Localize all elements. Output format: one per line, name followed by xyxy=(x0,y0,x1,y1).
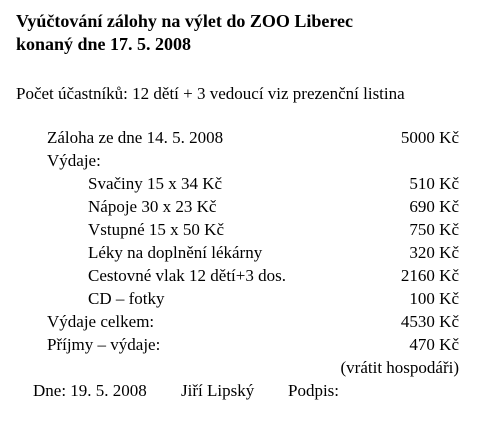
document-title: Vyúčtování zálohy na výlet do ZOO Liberec xyxy=(16,11,354,31)
footer-signature-label: Podpis: xyxy=(288,381,340,400)
row-label: Vstupné 15 x 50 Kč xyxy=(88,220,224,239)
row-expenses-total xyxy=(0,311,485,333)
row-label: Výdaje celkem: xyxy=(47,312,155,331)
row-label: CD – fotky xyxy=(88,289,165,308)
row-drinks xyxy=(0,196,485,218)
row-amount: 100 Kč xyxy=(409,289,459,308)
row-label: Příjmy – výdaje: xyxy=(47,335,161,354)
row-travel xyxy=(0,265,485,287)
row-label: Léky na doplnění lékárny xyxy=(88,243,263,262)
row-label: Nápoje 30 x 23 Kč xyxy=(88,197,217,216)
row-label: Svačiny 15 x 34 Kč xyxy=(88,174,223,193)
document-subtitle: konaný dne 17. 5. 2008 xyxy=(16,34,192,54)
row-amount: 320 Kč xyxy=(409,243,459,262)
row-amount: 510 Kč xyxy=(409,174,459,193)
footer-date: Dne: 19. 5. 2008 xyxy=(33,381,147,400)
row-amount: 750 Kč xyxy=(409,220,459,239)
row-label: Cestovné vlak 12 dětí+3 dos. xyxy=(88,266,286,285)
row-label: Záloha ze dne 14. 5. 2008 xyxy=(47,128,224,147)
row-amount: 4530 Kč xyxy=(400,312,459,331)
row-amount: 470 Kč xyxy=(409,335,459,354)
row-medicine xyxy=(0,242,485,264)
row-label: Výdaje: xyxy=(47,151,101,170)
row-cd-photos xyxy=(0,288,485,310)
participants-line: Počet účastníků: 12 dětí + 3 vedoucí viz prezenční listina xyxy=(16,84,405,103)
row-balance xyxy=(0,334,485,356)
row-expenses-heading xyxy=(0,150,485,172)
return-note: (vrátit hospodáři) xyxy=(340,358,459,377)
row-amount: 2160 Kč xyxy=(400,266,459,285)
footer-name: Jiří Lipský xyxy=(181,381,255,400)
row-amount: 5000 Kč xyxy=(400,128,459,147)
row-admission xyxy=(0,219,485,241)
row-amount: 690 Kč xyxy=(409,197,459,216)
row-snacks xyxy=(0,173,485,195)
row-advance xyxy=(0,127,485,149)
